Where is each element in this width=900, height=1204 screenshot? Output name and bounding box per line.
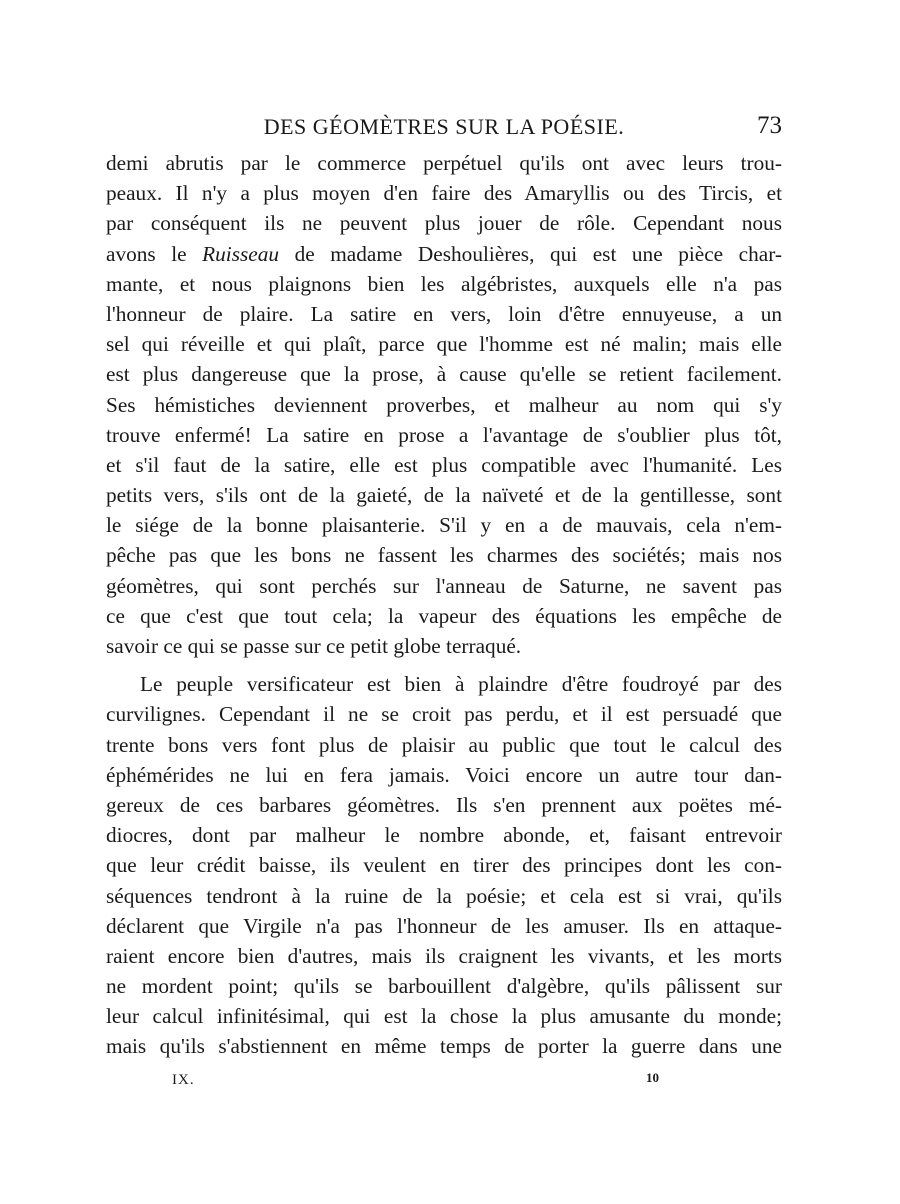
text-line: leur calcul infinitésimal, qui est la chose la plus amusante du monde; xyxy=(106,1004,782,1029)
text-line: petits vers, s'ils ont de la gaieté, de la naïveté et de la gentillesse, sont xyxy=(106,483,782,508)
text-line: éphémérides ne lui en fera jamais. Voici encore un autre tour dan- xyxy=(106,762,782,787)
text-line: est plus dangereuse que la prose, à cause qu'elle se retient facilement. xyxy=(106,362,782,387)
text-line: pêche pas que les bons ne fassent les charmes des sociétés; mais nos xyxy=(106,543,782,568)
page-number: 73 xyxy=(757,112,782,139)
text-line: curvilignes. Cependant il ne se croit pas perdu, et il est persuadé que xyxy=(106,702,782,727)
signature-mark: IX. xyxy=(172,1072,195,1088)
text-line: raient encore bien d'autres, mais ils craignent les vivants, et les morts xyxy=(106,943,782,968)
body-text xyxy=(106,148,782,1062)
paragraph-gap xyxy=(106,661,782,669)
text-line: et s'il faut de la satire, elle est plus compatible avec l'humanité. Les xyxy=(106,452,782,477)
text-fragment: de madame Deshoulières, qui est une pièce char- xyxy=(279,241,782,266)
text-line: géomètres, qui sont perchés sur l'anneau de Saturne, ne savent pas xyxy=(106,573,782,598)
paragraph-1 xyxy=(106,148,782,661)
text-line: que leur crédit baisse, ils veulent en tirer des principes dont les con- xyxy=(106,853,782,878)
text-line: sel qui réveille et qui plaît, parce que l'homme est né malin; mais elle xyxy=(106,332,782,357)
sheet-number: 10 xyxy=(646,1070,659,1085)
text-line: demi abrutis par le commerce perpétuel qu'ils ont avec leurs trou- xyxy=(106,151,782,175)
text-line: savoir ce qui se passe sur ce petit globe terraqué. xyxy=(106,634,522,658)
page-footer xyxy=(106,1072,782,1096)
text-line: déclarent que Virgile n'a pas l'honneur de les amuser. Ils en attaque- xyxy=(106,913,782,938)
text-line: trente bons vers font plus de plaisir au public que tout le calcul des xyxy=(106,732,782,757)
text-line: le siége de la bonne plaisanterie. S'il y en a de mauvais, cela n'em- xyxy=(106,513,782,538)
text-line: diocres, dont par malheur le nombre abonde, et, faisant entrevoir xyxy=(106,823,782,848)
text-line: séquences tendront à la ruine de la poésie; et cela est si vrai, qu'ils xyxy=(106,883,782,908)
text-fragment: avons le xyxy=(106,241,203,266)
text-line: Ses hémistiches deviennent proverbes, et malheur au nom qui s'y xyxy=(106,392,782,417)
text-line: peaux. Il n'y a plus moyen d'en faire des Amaryllis ou des Tircis, et xyxy=(106,181,782,206)
italic-title: Ruisseau xyxy=(202,241,280,266)
text-line: mais qu'ils s'abstiennent en même temps de porter la guerre dans une xyxy=(106,1034,782,1059)
running-head xyxy=(106,110,782,142)
text-line: par conséquent ils ne peuvent plus jouer de rôle. Cependant nous xyxy=(106,211,782,236)
text-line: Le peuple versificateur est bien à plaindre d'être foudroyé par des xyxy=(140,672,782,697)
text-line-with-italic xyxy=(106,239,782,269)
running-title: DES GÉOMÈTRES SUR LA POÉSIE. xyxy=(263,114,625,139)
text-line: l'honneur de plaire. La satire en vers, loin d'être ennuyeuse, a un xyxy=(106,301,782,326)
text-line: ne mordent point; qu'ils se barbouillent d'algèbre, qu'ils pâlissent sur xyxy=(106,974,782,999)
text-line: trouve enfermé! La satire en prose a l'avantage de s'oublier plus tôt, xyxy=(106,422,782,447)
text-line: ce que c'est que tout cela; la vapeur des équations les empêche de xyxy=(106,603,782,628)
text-line: gereux de ces barbares géomètres. Ils s'en prennent aux poëtes mé- xyxy=(106,792,782,817)
text-line: mante, et nous plaignons bien les algébristes, auxquels elle n'a pas xyxy=(106,271,782,296)
paragraph-2 xyxy=(106,669,782,1061)
